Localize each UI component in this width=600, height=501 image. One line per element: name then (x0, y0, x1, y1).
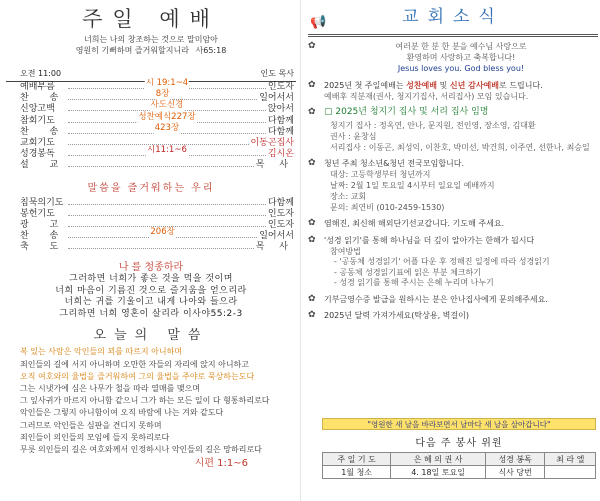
table-row: 1월 청소 4. 18일 토요일 식사 당번 (323, 466, 596, 479)
bullet-icon: ✿ (308, 79, 316, 90)
order-person: 목 사 (255, 242, 294, 253)
order-label: 설 교 (20, 160, 68, 171)
order-detail: 423장 (154, 122, 180, 133)
news-item-communion: ✿ 2025년 첫 주일예배는 성찬예배 및 신년 감사예배로 드립니다. 예배후 직분재(권사, 청지기집사, 서리집사) 모임 있습니다. (308, 79, 543, 101)
order-label: 교회기도 (20, 137, 55, 148)
verse-line: 영원히 기뻐하며 즐거워할지니라 사65:18 (75, 46, 227, 55)
service-duty-title: 다음 주 봉사 위원 (415, 438, 503, 449)
order-person: 이동곤집사 (250, 137, 294, 148)
word-line: 그는 시냇가에 심은 나무가 철을 따라 열매를 맺으며 (20, 384, 201, 394)
order-leader-dots (68, 210, 266, 216)
word-line: 죄인들이 의인들의 모임에 들지 못하리로다 (20, 432, 170, 442)
order-detail: 시 19:1~4 (145, 78, 189, 88)
order-person: 다함께 (267, 197, 294, 208)
todays-word-ref: 시편 1:1~6 (194, 458, 248, 470)
order-row (6, 209, 296, 220)
order-label: 봉헌기도 (20, 208, 55, 219)
church-news-column (308, 4, 598, 326)
order-label: 성경봉독 (20, 149, 55, 160)
order-row (6, 145, 296, 160)
order-detail: 성찬예식227장 (138, 111, 196, 122)
motto-banner: "영원한 새 날을 바라보면서 날마다 새 날을 살아갑니다" (322, 418, 596, 430)
order-row (6, 122, 296, 138)
order-row (6, 160, 296, 171)
bullet-icon: ✿ (308, 41, 316, 51)
order-leader-dots (68, 199, 266, 205)
order-leader-dots (68, 161, 254, 167)
order-label: 찬 송 (20, 231, 68, 242)
word-line: 그러므로 악인들은 심판을 견디지 못하며 (20, 420, 162, 430)
todays-word-title: 오늘의 말씀 (93, 328, 209, 344)
news-item-welcome: ✿ 여러분 한 분 한 분을 예수님 사랑으로 환영하며 사랑하고 축복합니다! Jesus loves you. God bless you! (308, 41, 598, 75)
news-title: 📢 교회소식 (308, 4, 598, 34)
verse-ref: 사65:18 (195, 46, 227, 55)
order-detail: 사도신경 (150, 100, 184, 111)
service-leader: 인도 목사 (260, 69, 294, 78)
order-label: 찬 송 (20, 126, 68, 137)
service-duty-table (322, 452, 596, 479)
call-line: 그리하면 너희 영혼이 살리라 이사야55:2-3 (59, 308, 243, 319)
order-row (6, 242, 296, 253)
bullet-icon: ✿ (308, 218, 316, 229)
order-person: 다함께 (267, 126, 294, 137)
order-label: 참회기도 (20, 115, 55, 126)
bullet-icon: ✿ (308, 310, 316, 321)
order-row (6, 227, 296, 242)
order-leader-dots (68, 221, 266, 227)
bullet-icon: ✿ (308, 293, 316, 304)
order-label: 축 도 (20, 242, 68, 253)
order-person: 인도자 (267, 208, 294, 219)
order-leader-dots (68, 100, 266, 111)
call-text (6, 274, 296, 320)
news-item-youth: ✿ 청년 주최 청소년&청년 전국모임합니다. 대상: 고등학생부터 청년까지 날짜: 2월 1일 토요일 4시부터 일요일 예배까지 장소: 교회 문의: 최연비 (010-2459-1530) (308, 158, 495, 213)
worship-order-list (6, 78, 296, 172)
word-line: 무릇 의인들의 길은 여호와께서 인정하시나 악인들의 길은 망하리로다 (20, 445, 262, 455)
news-item-bible-reading: ✿ '성경 읽기'를 통해 하나님을 더 깊이 알아가는 한해가 됩시다 참여방법 - '공동체 성경읽기' 어플 다운 후 정해진 일정에 따라 성경읽기 - 공동체 성경읽기표에 읽은 부분 체크하기 - 성경 읽기를 통해 주시는 은혜 누리며 나누기 (308, 234, 550, 288)
order-person: 목 사 (255, 160, 294, 171)
megaphone-icon: 📢 (310, 15, 327, 30)
title-verse (6, 34, 296, 56)
order-row (6, 198, 296, 209)
service-duty-box (322, 418, 596, 479)
word-line: 죄인들의 길에 서지 아니하며 오만한 자들의 자리에 앉지 아니하고 (20, 359, 249, 369)
order-person: 일어서서 (259, 231, 294, 242)
verse-line: 너희는 나의 창조하는 것으로 말미암아 (84, 35, 218, 44)
order-leader-dots (68, 243, 254, 249)
todays-word-text (6, 346, 296, 456)
bullet-icon: ✿ (308, 158, 316, 169)
news-item-mission: ✿ 염해진, 최신해 해외단기선교갑니다. 기도해 주세요. (308, 218, 505, 229)
news-item-receipt: ✿ 기부금영수증 발급을 원하시는 분은 안나집사에게 문의해주세요. (308, 293, 548, 304)
welcome-english: Jesus loves you. God bless you! (397, 64, 525, 74)
order-leader-dots (68, 111, 266, 123)
word-line: 그 잎사귀가 마르지 아니함 같으니 그가 하는 모든 일이 다 형통하리로다 (20, 396, 270, 406)
sermon-title: 말씀을 즐거워하는 우리 (87, 182, 215, 194)
order-person: 앉아서 (267, 104, 294, 115)
call-line: 너희 마음이 기름진 것으로 즐거움을 얻으리라 (55, 285, 247, 296)
order-label: 예배부름 (20, 82, 55, 92)
order-person: 인도자 (267, 219, 294, 230)
order-row (6, 78, 296, 93)
order-person: 일어서서 (259, 93, 294, 104)
order-person: 다함께 (267, 115, 294, 126)
bullet-icon: ✿ (308, 107, 316, 118)
order-leader-dots (68, 227, 257, 238)
order-row (6, 111, 296, 127)
call-line: 그러하면 너희가 좋은 것을 먹을 것이며 (69, 274, 233, 285)
news-item-calendar: ✿ 2025년 달력 가져가세요(탁상용, 벽걸이) (308, 310, 469, 321)
order-leader-dots (68, 89, 257, 100)
order-leader-dots (68, 139, 249, 145)
appointments-banner: ▢ 2025년 청지기 집사 및 서리 집사 임명 (324, 107, 489, 118)
news-item-appointments: ✿ ▢ 2025년 청지기 집사 및 서리 집사 임명 청지기 집사 : 정옥연, 안나, 문지원, 전인영, 장소영, 김대환 권사 : 윤창심 서리집사 : 이동곤, 최성익, 이찬호, 박미선, 박건희, 이주연, 선한나, 최승일 (308, 107, 598, 153)
order-detail: 206장 (150, 227, 175, 238)
order-leader-dots (68, 145, 266, 156)
order-person: 인도자 (267, 82, 294, 92)
order-label: 신앙고백 (20, 104, 55, 115)
worship-order-list-2 (6, 198, 296, 254)
news-rule (308, 34, 598, 37)
order-person: 김시온 (267, 149, 294, 160)
order-label: 광 고 (20, 219, 68, 230)
bullet-icon: ✿ (308, 234, 316, 245)
order-detail: 8장 (155, 89, 170, 100)
call-title: 나 를 청종하라 (118, 262, 184, 274)
order-leader-dots (68, 122, 266, 134)
worship-title: 주일 예배 (82, 7, 220, 31)
word-line: 복 있는 사람은 악인들의 꾀를 따르지 아니하며 (20, 347, 183, 357)
column-divider (300, 0, 301, 501)
order-leader-dots (68, 78, 266, 89)
order-label: 찬 송 (20, 93, 68, 104)
worship-order-column (6, 4, 296, 469)
word-line: 악인들은 그렇지 아니함이여 오직 바람에 나는 겨와 같도다 (20, 408, 224, 418)
word-line: 오직 여호와의 율법을 즐거워하여 그의 율법을 주야로 묵상하는도다 (20, 371, 255, 381)
service-time: 오전 11:00 (20, 69, 62, 78)
order-detail: 시11:1~6 (147, 145, 187, 156)
call-line: 너희는 귀를 기울이고 내게 나아와 들으라 (64, 297, 238, 308)
table-header-row: 주 일 기 도 은 혜 의 권 사 성경 봉독 최 라 엘 (323, 453, 596, 466)
order-label: 칩묵의기도 (20, 197, 64, 208)
